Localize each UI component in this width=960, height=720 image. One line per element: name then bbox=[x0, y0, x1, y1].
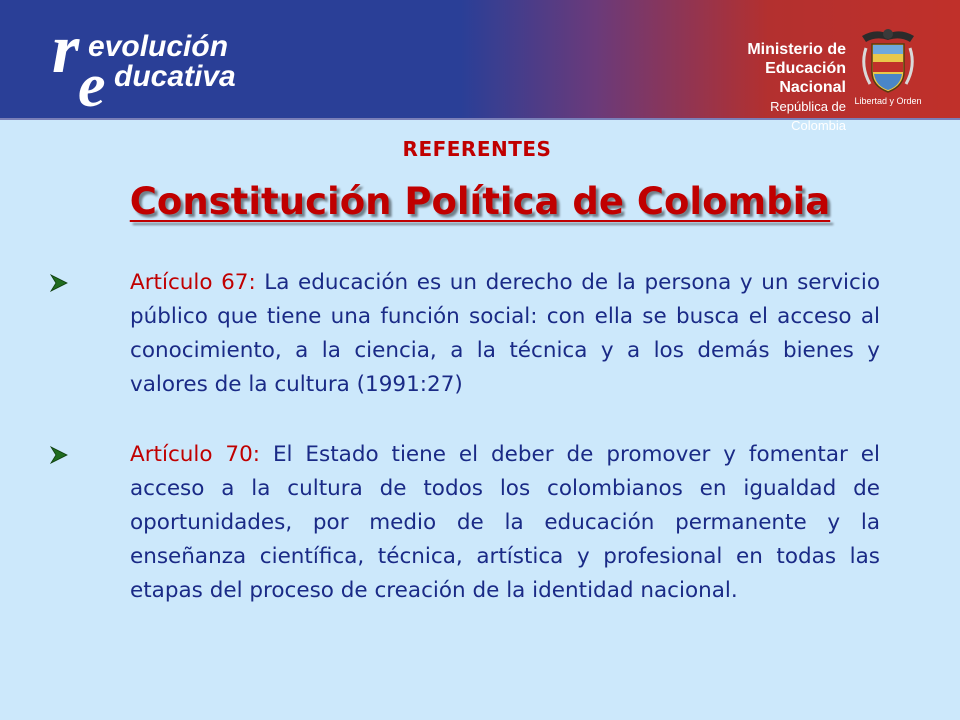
logo-letter-r: r bbox=[52, 14, 80, 88]
article-text: El Estado tiene el deber de promover y fomentar el acceso a la cultura de todos los colombianos en igualdad de oportunidades, por medio de la educación permanente y la enseñanza científica, técnica, artística y profesional en todas las etapas del proceso de creación de la identidad nacional. bbox=[130, 442, 880, 603]
logo-letter-e: e bbox=[78, 52, 106, 110]
list-item-article-67 bbox=[48, 266, 880, 402]
article-label: Artículo 67: bbox=[130, 270, 256, 295]
revolucion-educativa-logo bbox=[48, 14, 288, 110]
header-banner bbox=[0, 0, 960, 133]
ministry-line-3: República de Colombia bbox=[770, 99, 846, 133]
ministry-label bbox=[716, 40, 846, 135]
ministry-line-1: Ministerio de bbox=[747, 41, 846, 58]
article-67-paragraph bbox=[130, 266, 880, 402]
arrowhead-bullet-icon bbox=[50, 446, 68, 464]
article-text: La educación es un derecho de la persona y un servicio público que tiene una función social: con ella se busca el acceso al conocimiento, a la ciencia, a la técnica y a los demás bienes y valores de la cultura (1991:27) bbox=[130, 270, 880, 397]
page-title: Constitución Política de Colombia bbox=[129, 180, 831, 223]
section-kicker: REFERENTES bbox=[402, 137, 552, 161]
coat-of-arms-icon bbox=[856, 26, 920, 100]
motto-text: Libertad y Orden bbox=[854, 96, 922, 106]
article-70-paragraph bbox=[130, 438, 880, 608]
article-list bbox=[48, 266, 880, 644]
list-item-article-70 bbox=[48, 438, 880, 608]
article-label: Artículo 70: bbox=[130, 442, 261, 467]
logo-line-1: evolución bbox=[88, 30, 229, 63]
logo-line-2: ducativa bbox=[114, 60, 236, 93]
ministry-line-2: Educación Nacional bbox=[765, 60, 846, 96]
arrowhead-bullet-icon bbox=[50, 274, 68, 292]
